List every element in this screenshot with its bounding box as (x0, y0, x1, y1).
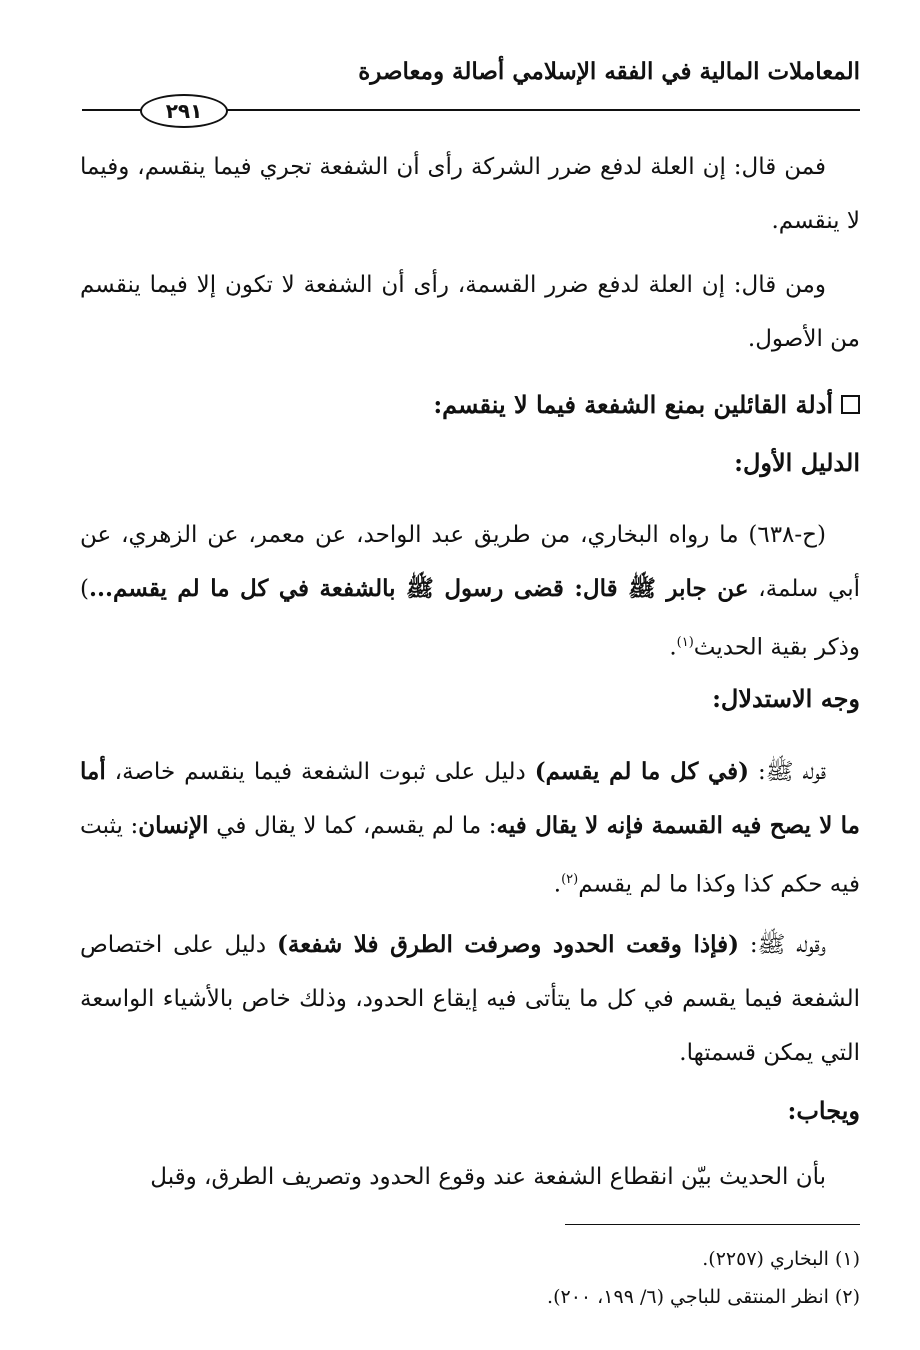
inference-heading: وجه الاستدلال: (712, 684, 860, 713)
paragraph-3-text (80, 508, 860, 675)
section-heading-text: أدلة القائلين بمنع الشفعة فيما لا ينقسم: (433, 390, 833, 419)
paragraph-2 (80, 258, 860, 366)
footnote-rule (565, 1224, 860, 1225)
paragraph-4 (80, 745, 860, 912)
page-number: ٢٩١ (140, 94, 228, 128)
paragraph-5 (80, 918, 860, 1080)
hadith-chain: (ح-٦٣٨) ما رواه البخاري، من طريق عبد الواحد، عن معمر، عن الزهري، عن أبي سلمة، (80, 522, 860, 602)
p5-quote: (فإذا وقعت الحدود وصرفت الطرق فلا شفعة) (277, 931, 739, 958)
p4-part-f: الإنسان (138, 812, 209, 839)
paragraph-3-end: . (669, 634, 677, 661)
first-evidence-heading: الدليل الأول: (734, 448, 860, 477)
paragraph-2-text: ومن قال: إن العلة لدفع ضرر القسمة، رأى أن الشفعة لا تكون إلا فيما ينقسم من الأصول. (80, 272, 860, 352)
footnote-ref-1: (١) (676, 635, 694, 650)
footnote-ref-2: (٢) (561, 872, 579, 887)
paragraph-5-text (80, 918, 860, 1080)
paragraph-1 (80, 140, 860, 248)
running-header-title: المعاملات المالية في الفقه الإسلامي أصالة ومعاصرة (358, 58, 860, 85)
p4-quote: (في كل ما لم يقسم) (534, 758, 750, 785)
footnote-2: (٢) انظر المنتقى للباجي (٦/ ١٩٩، ٢٠٠). (547, 1286, 860, 1308)
paragraph-6 (80, 1150, 860, 1204)
hadith-tail: ) وذكر بقية الحديث (80, 576, 860, 661)
p4-part-g: : يثبت فيه حكم كذا وكذا ما لم يقسم (80, 813, 860, 898)
p4-end: . (553, 871, 562, 898)
paragraph-6-text: بأن الحديث بيّن انقطاع الشفعة عند وقوع الحدود وتصريف الطرق، وقبل (150, 1164, 826, 1190)
p4-part-d: أما ما لا يصح فيه القسمة فإنه لا يقال فيه (80, 758, 861, 839)
paragraph-3 (80, 508, 860, 675)
p4-part-a: قوله ﷺ: (749, 759, 826, 785)
p5-part-c: دليل على اختصاص الشفعة فيما يقسم في كل ما يتأتى فيه إيقاع الحدود، وذلك خاص بالأشياء الواسعة التي يمكن قسمتها. (80, 932, 860, 1066)
response-heading: ويجاب: (787, 1096, 860, 1125)
p4-part-e: : ما لم يقسم، كما لا يقال في (208, 813, 497, 839)
footnote-1: (١) البخاري (٢٢٥٧). (702, 1248, 860, 1270)
section-heading (433, 390, 860, 419)
p5-part-a: وقوله ﷺ: (738, 932, 826, 958)
paragraph-4-text (80, 745, 860, 912)
square-bullet-icon (841, 395, 860, 414)
p4-part-c: دليل على ثبوت الشفعة فيما ينقسم خاصة، (105, 759, 535, 785)
hadith-text: عن جابر ﷺ قال: قضى رسول ﷺ بالشفعة في كل ما لم يقسم... (88, 575, 749, 602)
paragraph-1-text: فمن قال: إن العلة لدفع ضرر الشركة رأى أن الشفعة تجري فيما ينقسم، وفيما لا ينقسم. (80, 154, 860, 234)
footnotes (80, 1240, 860, 1316)
